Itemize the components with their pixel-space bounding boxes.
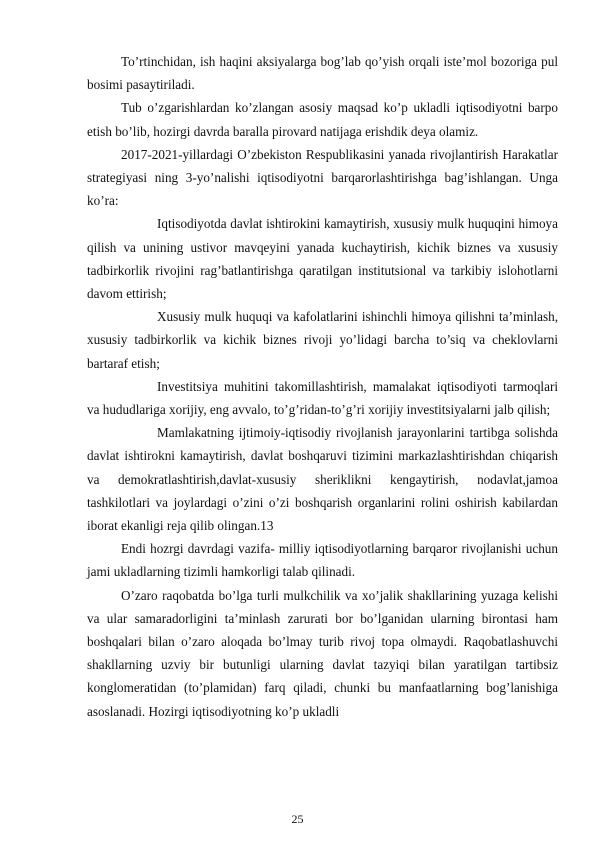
paragraph-3: 2017-2021-yillardagi O’zbekiston Respublikasini yanada rivojlantirish Harakatlar strategiyasi ning 3-yo’nalishi iqtisodiyotni barqarorlashtirishga bag’ishlangan. Unga ko’ra: xyxy=(87,146,558,209)
document-page xyxy=(87,50,558,723)
paragraph-6: Investitsiya muhitini takomillashtirish, mamalakat iqtisodiyoti tarmoqlari va hududlariga xorijiy, eng avvalo, to’g’ridan-to’g’ri xorijiy investitsiyalarni jalb qilish; xyxy=(87,378,558,418)
paragraph-5: Xususiy mulk huquqi va kafolatlarini ishinchli himoya qilishni ta’minlash, xususiy tadbirkorlik va kichik biznes rivoji yo’lidagi barcha to’siq va cheklovlarni bartaraf etish; xyxy=(87,309,558,371)
paragraph-7: Mamlakatning ijtimoiy-iqtisodiy rivojlanish jarayonlarini tartibga solishda davlat ishtirokni kamaytirish, davlat boshqaruvi tizimini markazlashtirishdan chiqarish va demokratlashtirish,davlat-xususiy sheriklikni kengaytirish, nodavlat,jamoa tashkilotlari va joylardagi o’zini o’zi boshqarish organlarini rolini oshirish kabilardan iborat ekanligi reja qilib olingan.13 xyxy=(87,425,558,534)
paragraph-1: To’rtinchidan, ish haqini aksiyalarga bog’lab qo’yish orqali iste’mol bozoriga pul bosimi pasaytiriladi. xyxy=(87,54,558,93)
paragraph-9: O’zaro raqobatda bo’lga turli mulkchilik va xo’jalik shakllarining yuzaga kelishi va ular samaradorligini ta’minlash zarurati bor bo’lganidan ularning birontasi ham boshqalari bilan o’zaro aloqada bo’lmay turib rivoj topa olmaydi. Raqobatlashuvchi shakllarning uzviy bir butunligi ularning davlat tazyiqi bilan yaratilgan tartibsiz konglomeratidan (to’plamidan) farq qiladi, chunki bu manfaatlarning bog’lanishiga asoslanadi. Hozirgi iqtisodiyotning ko’p ukladli xyxy=(87,587,558,719)
paragraph-8: Endi hozrgi davrdagi vazifa- milliy iqtisodiyotlarning barqaror rivojlanishi uchun jami ukladlarning tizimli hamkorligi talab qilinadi. xyxy=(87,541,558,580)
paragraph-2: Tub o’zgarishlardan ko’zlangan asosiy maqsad ko’p ukladli iqtisodiyotni barpo etish bo’lib, hozirgi davrda baralla pirovard natijaga erishdik deya olamiz. xyxy=(87,100,558,139)
page-number: 25 xyxy=(291,812,304,826)
paragraph-4: Iqtisodiyotda davlat ishtirokini kamaytirish, xususiy mulk huquqini himoya qilish va unining ustivor mavqeyini yanada kuchaytirish, kichik biznes va xususiy tadbirkorlik rivojini rag’batlantirishga qaratilgan institutsional va tarkibiy islohotlarni davom ettirish; xyxy=(87,216,558,302)
